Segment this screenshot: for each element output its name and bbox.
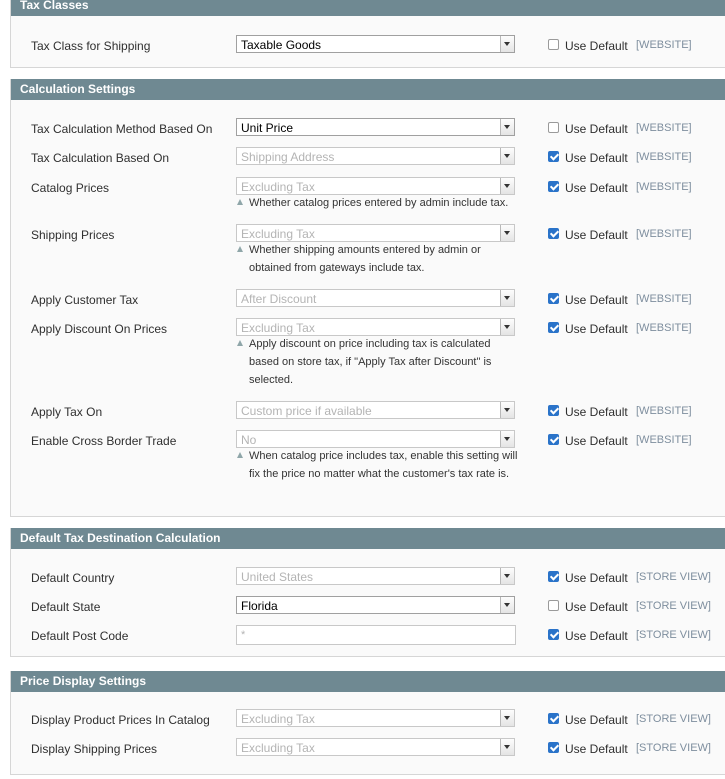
select-value: Unit Price bbox=[241, 121, 294, 135]
tax-on-select[interactable] bbox=[236, 401, 515, 419]
default-state-row bbox=[11, 596, 725, 618]
use-default-label: Use Default bbox=[565, 181, 628, 195]
use-default-checkbox[interactable] bbox=[548, 742, 559, 753]
select-value: Excluding Tax bbox=[241, 227, 315, 241]
section-title[interactable]: Tax Classes bbox=[11, 0, 725, 16]
select-value: Taxable Goods bbox=[241, 38, 322, 52]
shipping-prices-note bbox=[236, 241, 496, 277]
use-default-checkbox[interactable] bbox=[548, 629, 559, 640]
display-shipping-prices-select[interactable] bbox=[236, 738, 515, 756]
tax-class-shipping-select[interactable] bbox=[236, 35, 515, 53]
cross-border-select[interactable] bbox=[236, 430, 515, 448]
chevron-down-icon bbox=[500, 319, 514, 335]
use-default-checkbox[interactable] bbox=[548, 600, 559, 611]
chevron-down-icon bbox=[500, 290, 514, 306]
use-default-checkbox[interactable] bbox=[548, 322, 559, 333]
use-default-label: Use Default bbox=[565, 122, 628, 136]
field-label: Tax Calculation Method Based On bbox=[31, 122, 213, 136]
use-default-label: Use Default bbox=[565, 434, 628, 448]
note-arrow-icon bbox=[237, 199, 243, 205]
scope-label: [WEBSITE] bbox=[636, 122, 692, 134]
select-value: No bbox=[241, 433, 257, 447]
chevron-down-icon bbox=[500, 431, 514, 447]
scope-label: [WEBSITE] bbox=[636, 322, 692, 334]
tax-destination-section bbox=[10, 528, 725, 657]
calc-method-row bbox=[11, 118, 725, 140]
select-value: After Discount bbox=[241, 292, 317, 306]
field-label: Display Shipping Prices bbox=[31, 742, 158, 756]
note-arrow-icon bbox=[237, 340, 243, 346]
scope-label: [WEBSITE] bbox=[636, 39, 692, 51]
use-default-label: Use Default bbox=[565, 39, 628, 53]
use-default-checkbox[interactable] bbox=[548, 151, 559, 162]
section-title[interactable]: Price Display Settings bbox=[11, 671, 725, 692]
scope-label: [WEBSITE] bbox=[636, 293, 692, 305]
default-country-row bbox=[11, 567, 725, 589]
discount-prices-note bbox=[236, 335, 521, 389]
customer-tax-row bbox=[11, 289, 725, 311]
scope-label: [STORE VIEW] bbox=[636, 571, 711, 583]
use-default-label: Use Default bbox=[565, 151, 628, 165]
chevron-down-icon bbox=[500, 597, 514, 613]
display-catalog-prices-select[interactable] bbox=[236, 709, 515, 727]
use-default-checkbox[interactable] bbox=[548, 181, 559, 192]
catalog-prices-select[interactable] bbox=[236, 177, 515, 195]
select-value: Excluding Tax bbox=[241, 741, 315, 755]
display-catalog-prices-row bbox=[11, 709, 725, 731]
select-value: Florida bbox=[241, 599, 278, 613]
note-arrow-icon bbox=[237, 246, 243, 252]
use-default-checkbox[interactable] bbox=[548, 228, 559, 239]
select-value: United States bbox=[241, 570, 314, 584]
display-shipping-prices-row bbox=[11, 738, 725, 760]
chevron-down-icon bbox=[500, 178, 514, 194]
chevron-down-icon bbox=[500, 710, 514, 726]
field-label: Catalog Prices bbox=[31, 181, 110, 195]
chevron-down-icon bbox=[500, 225, 514, 241]
use-default-checkbox[interactable] bbox=[548, 434, 559, 445]
use-default-checkbox[interactable] bbox=[548, 39, 559, 50]
scope-label: [STORE VIEW] bbox=[636, 742, 711, 754]
field-label: Shipping Prices bbox=[31, 228, 115, 242]
scope-label: [WEBSITE] bbox=[636, 151, 692, 163]
field-label: Default State bbox=[31, 600, 101, 614]
note-text: Apply discount on price including tax is calculated based on store tax, if "Apply Tax after Discount" is selected. bbox=[249, 338, 492, 386]
use-default-checkbox[interactable] bbox=[548, 293, 559, 304]
use-default-checkbox[interactable] bbox=[548, 571, 559, 582]
shipping-prices-select[interactable] bbox=[236, 224, 515, 242]
scope-label: [WEBSITE] bbox=[636, 228, 692, 240]
chevron-down-icon bbox=[500, 568, 514, 584]
note-text: When catalog price includes tax, enable this setting will fix the price no matter what the customer's tax rate is. bbox=[249, 450, 518, 480]
select-value: Excluding Tax bbox=[241, 180, 315, 194]
field-label: Enable Cross Border Trade bbox=[31, 434, 177, 448]
scope-label: [WEBSITE] bbox=[636, 181, 692, 193]
default-country-select[interactable] bbox=[236, 567, 515, 585]
field-label: Apply Tax On bbox=[31, 405, 103, 419]
customer-tax-select[interactable] bbox=[236, 289, 515, 307]
field-label: Apply Customer Tax bbox=[31, 293, 139, 307]
default-post-code-input[interactable] bbox=[236, 625, 516, 645]
use-default-label: Use Default bbox=[565, 571, 628, 585]
chevron-down-icon bbox=[500, 402, 514, 418]
calc-based-on-select[interactable] bbox=[236, 147, 515, 165]
use-default-label: Use Default bbox=[565, 405, 628, 419]
calc-based-on-row bbox=[11, 147, 725, 169]
use-default-label: Use Default bbox=[565, 629, 628, 643]
cross-border-note bbox=[236, 447, 531, 483]
scope-label: [WEBSITE] bbox=[636, 434, 692, 446]
price-display-section bbox=[10, 671, 725, 775]
use-default-label: Use Default bbox=[565, 293, 628, 307]
scope-label: [STORE VIEW] bbox=[636, 713, 711, 725]
select-value: Excluding Tax bbox=[241, 321, 315, 335]
use-default-label: Use Default bbox=[565, 713, 628, 727]
use-default-checkbox[interactable] bbox=[548, 713, 559, 724]
note-arrow-icon bbox=[237, 452, 243, 458]
section-title[interactable]: Calculation Settings bbox=[11, 79, 725, 100]
default-state-select[interactable] bbox=[236, 596, 515, 614]
scope-label: [STORE VIEW] bbox=[636, 600, 711, 612]
field-label: Apply Discount On Prices bbox=[31, 322, 168, 336]
calc-method-select[interactable] bbox=[236, 118, 515, 136]
use-default-label: Use Default bbox=[565, 322, 628, 336]
catalog-prices-note bbox=[236, 194, 526, 212]
tax-classes-section bbox=[10, 0, 725, 68]
chevron-down-icon bbox=[500, 148, 514, 164]
use-default-label: Use Default bbox=[565, 600, 628, 614]
input-value: * bbox=[241, 629, 246, 641]
use-default-checkbox[interactable] bbox=[548, 122, 559, 133]
scope-label: [WEBSITE] bbox=[636, 405, 692, 417]
field-label: Display Product Prices In Catalog bbox=[31, 713, 210, 727]
field-label: Default Country bbox=[31, 571, 115, 585]
field-label: Default Post Code bbox=[31, 629, 129, 643]
select-value: Excluding Tax bbox=[241, 712, 315, 726]
scope-label: [STORE VIEW] bbox=[636, 629, 711, 641]
tax-on-row bbox=[11, 401, 725, 423]
chevron-down-icon bbox=[500, 739, 514, 755]
chevron-down-icon bbox=[500, 36, 514, 52]
use-default-label: Use Default bbox=[565, 742, 628, 756]
select-value: Custom price if available bbox=[241, 404, 372, 418]
chevron-down-icon bbox=[500, 119, 514, 135]
note-text: Whether shipping amounts entered by admin or obtained from gateways include tax. bbox=[249, 244, 481, 274]
section-title[interactable]: Default Tax Destination Calculation bbox=[11, 528, 725, 549]
note-text: Whether catalog prices entered by admin include tax. bbox=[249, 197, 509, 209]
tax-class-shipping-row bbox=[11, 35, 725, 57]
use-default-label: Use Default bbox=[565, 228, 628, 242]
default-post-code-row bbox=[11, 624, 725, 646]
field-label: Tax Class for Shipping bbox=[31, 39, 151, 53]
field-label: Tax Calculation Based On bbox=[31, 151, 170, 165]
select-value: Shipping Address bbox=[241, 150, 335, 164]
calculation-settings-section bbox=[10, 79, 725, 517]
discount-prices-select[interactable] bbox=[236, 318, 515, 336]
use-default-checkbox[interactable] bbox=[548, 405, 559, 416]
